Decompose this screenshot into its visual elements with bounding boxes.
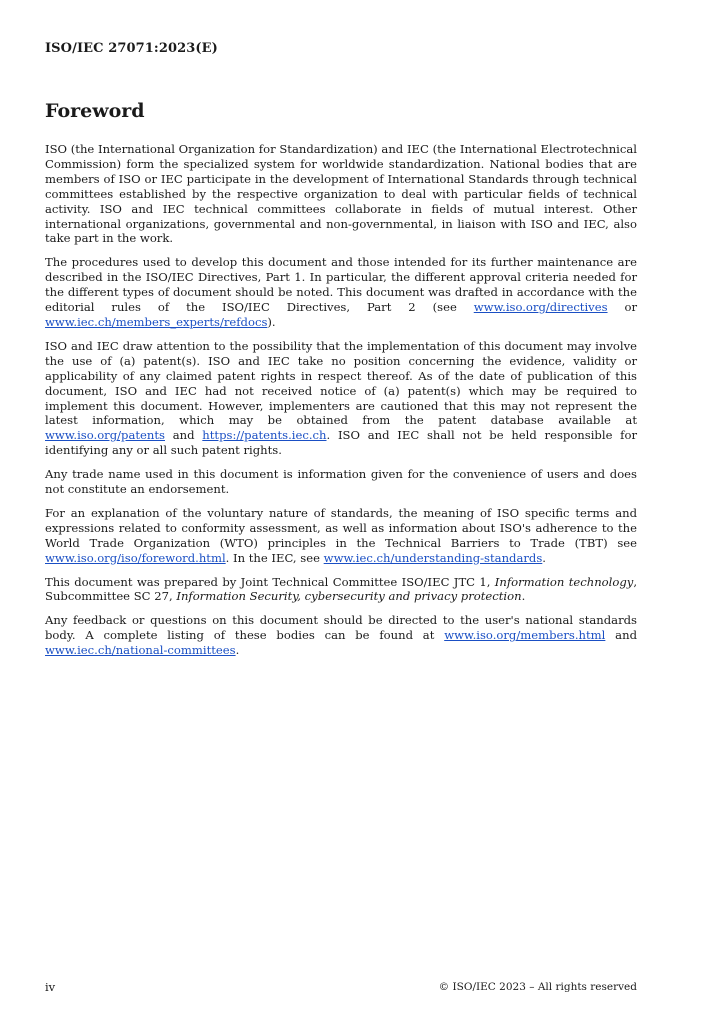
paragraph-feedback	[45, 613, 637, 658]
paragraph-text: . In the IEC, see	[225, 550, 324, 565]
document-id: ISO/IEC 27071:2023(E)	[45, 41, 218, 56]
paragraph-patents	[45, 339, 637, 458]
paragraph-text: The procedures used to develop this document and those intended for its further maintenance are described in the ISO/IEC Directives, Part 1. In particular, the different approval criteria needed for the different types of document should be noted. This document was drafted in accordance with the editorial rules of the ISO/IEC Directives, Part 2 (see	[45, 255, 637, 315]
paragraph-trade-name: Any trade name used in this document is information given for the convenience of users and does not constitute an endorsement.	[45, 467, 637, 497]
paragraph-text: For an explanation of the voluntary nature of standards, the meaning of ISO specific terms and expressions related to conformity assessment, as well as information about ISO's adherence to the World Trade Organization (WTO) principles in the Technical Barriers to Trade (TBT) see	[45, 505, 637, 550]
paragraph-text: .	[542, 550, 546, 565]
paragraph-text: .	[521, 589, 526, 604]
paragraph-text: and	[605, 628, 637, 643]
link-iso-patents[interactable]: www.iso.org/patents	[45, 428, 165, 443]
paragraph-text: and	[164, 428, 203, 443]
paragraph-text: .	[235, 643, 240, 658]
link-iso-directives[interactable]: www.iso.org/directives	[473, 300, 608, 315]
paragraph-text: or	[607, 300, 637, 315]
paragraph-prepared-by	[45, 575, 637, 605]
link-iec-patents[interactable]: https://patents.iec.ch	[202, 428, 327, 443]
page-number: iv	[45, 980, 56, 994]
foreword-body	[45, 142, 637, 667]
copyright-notice: © ISO/IEC 2023 – All rights reserved	[438, 981, 637, 993]
committee-name: Information technology	[494, 574, 634, 589]
link-iec-understanding-standards[interactable]: www.iec.ch/understanding-standards	[323, 550, 543, 565]
link-iso-foreword[interactable]: www.iso.org/iso/foreword.html	[45, 550, 226, 565]
link-iec-refdocs[interactable]: www.iec.ch/members_experts/refdocs	[45, 314, 268, 329]
page-title: Foreword	[45, 100, 145, 122]
paragraph-procedures	[45, 255, 637, 330]
paragraph-text: ISO and IEC draw attention to the possibility that the implementation of this document may involve the use of (a) patent(s). ISO and IEC take no position concerning the evidence, validity or applicability of any claimed patent rights in respect thereof. As of the date of publication of this document, ISO and IEC had not received notice of (a) patent(s) which may be required to implement this document. However, implementers are cautioned that this may not represent the latest information, which may be obtained from the patent database available at	[45, 338, 637, 428]
link-iec-national-committees[interactable]: www.iec.ch/national-committees	[45, 643, 236, 658]
paragraph-text: This document was prepared by Joint Technical Committee ISO/IEC JTC 1,	[45, 574, 495, 589]
paragraph-iso-iec-intro: ISO (the International Organization for Standardization) and IEC (the International Electrotechnical Commission) form the specialized system for worldwide standardization. National bodies that are members of ISO or IEC participate in the development of International Standards through technical committees established by the respective organization to deal with particular fields of technical activity. ISO and IEC technical committees collaborate in fields of mutual interest. Other international organizations, governmental and non-governmental, in liaison with ISO and IEC, also take part in the work.	[45, 142, 637, 246]
paragraph-text: . ISO and IEC shall not be held responsible for identifying any or all such patent rights.	[45, 428, 637, 458]
paragraph-text: , Subcommittee SC 27,	[45, 574, 637, 604]
paragraph-text: ).	[267, 314, 276, 329]
subcommittee-name: Information Security, cybersecurity and privacy protection	[176, 589, 522, 604]
paragraph-voluntary-nature	[45, 506, 637, 566]
link-iso-members[interactable]: www.iso.org/members.html	[444, 628, 606, 643]
paragraph-text: Any feedback or questions on this document should be directed to the user's national standards body. A complete listing of these bodies can be found at	[45, 613, 637, 643]
